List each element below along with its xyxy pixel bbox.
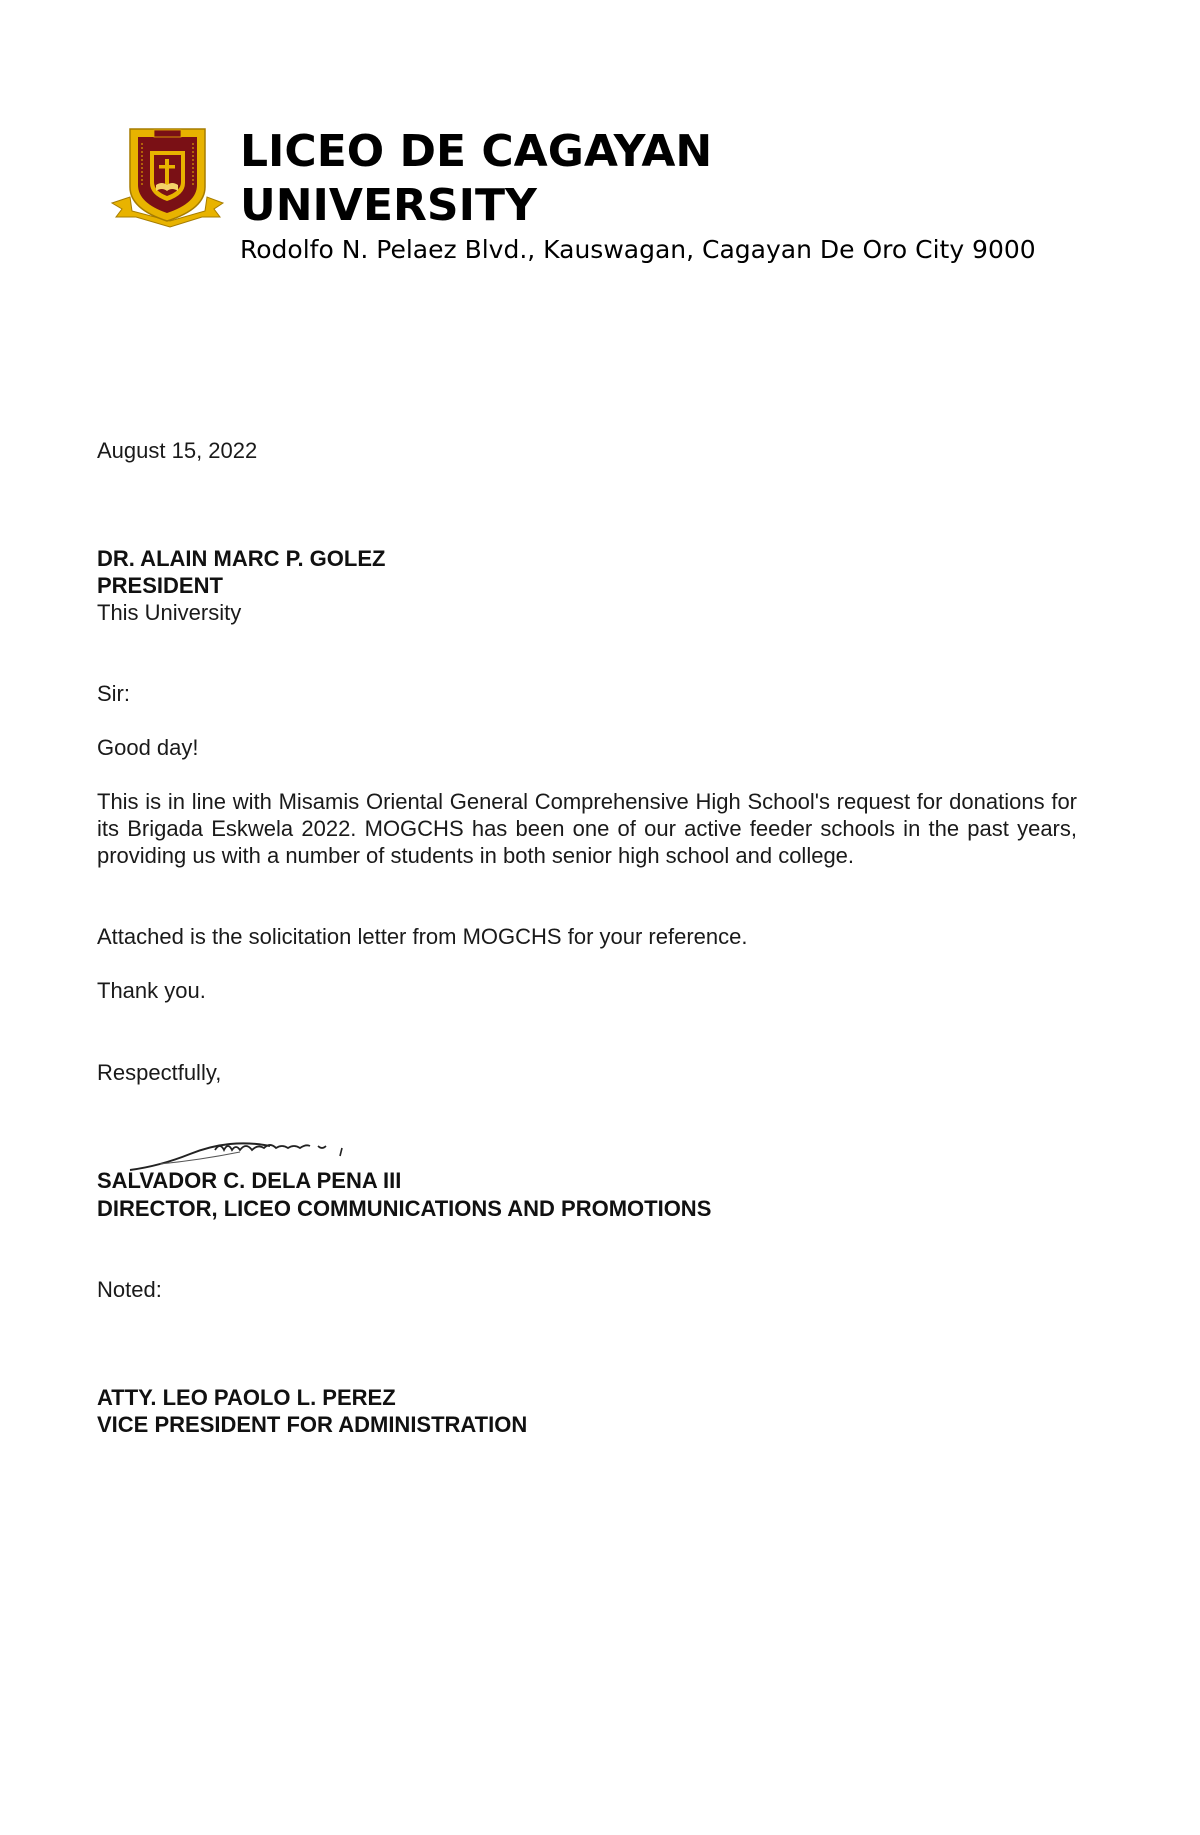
university-seal-icon (110, 125, 225, 230)
noted-label: Noted: (97, 1277, 162, 1302)
body-paragraph: This is in line with Misamis Oriental General Comprehensive High School's request for donations for its Brigada Eskwela 2022. MOGCHS has been one of our active feeder schools in the past years, providing us with a number of students in both senior high school and college. (97, 789, 1077, 868)
university-address: Rodolfo N. Pelaez Blvd., Kauswagan, Cagayan De Oro City 9000 (240, 235, 1036, 264)
sender-title: DIRECTOR, LICEO COMMUNICATIONS AND PROMOTIONS (97, 1196, 712, 1221)
recipient-organization: This University (97, 600, 242, 625)
university-name: LICEO DE CAGAYAN UNIVERSITY (240, 126, 713, 231)
noter-title: VICE PRESIDENT FOR ADMINISTRATION (97, 1412, 528, 1437)
greeting: Good day! (97, 735, 199, 760)
letter-date: August 15, 2022 (97, 438, 258, 463)
sender-name: SALVADOR C. DELA PENA III (97, 1168, 402, 1193)
salutation: Sir: (97, 681, 130, 706)
body-paragraph: Thank you. (97, 978, 206, 1003)
noter-name: ATTY. LEO PAOLO L. PEREZ (97, 1385, 396, 1410)
recipient-title: PRESIDENT (97, 573, 223, 598)
closing: Respectfully, (97, 1060, 222, 1085)
recipient-name: DR. ALAIN MARC P. GOLEZ (97, 546, 386, 571)
body-paragraph: Attached is the solicitation letter from MOGCHS for your reference. (97, 924, 748, 949)
